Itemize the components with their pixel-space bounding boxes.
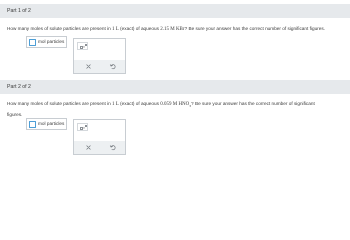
question-text: ? Be sure your answer has the correct number of significant figures. — [184, 26, 325, 31]
part-2-answer-box — [26, 118, 67, 130]
x-icon[interactable] — [85, 144, 92, 151]
volume-value: 1 L — [112, 102, 119, 107]
part-2-unit-label: mol particles — [38, 121, 65, 127]
undo-icon[interactable] — [109, 63, 116, 70]
question-text: (exact) of aqueous — [118, 26, 161, 31]
question-text-line-2: figures. — [7, 111, 23, 117]
concentration-value: 2.15 M KBr — [160, 27, 185, 32]
part-2-header — [0, 80, 350, 94]
scientific-notation-button[interactable]: × — [77, 123, 88, 131]
x-icon[interactable] — [85, 63, 92, 70]
concentration-value — [160, 102, 191, 107]
part-2-tool-panel — [73, 119, 126, 155]
question-text: ? Be sure your answer has the correct number of significant — [191, 101, 315, 106]
undo-icon[interactable] — [109, 144, 116, 151]
concentration-subscript: 3 — [189, 104, 192, 108]
part-1-unit-label: mol particles — [38, 39, 65, 45]
scientific-notation-button[interactable]: × — [77, 42, 88, 50]
part-1-answer-box — [26, 36, 67, 48]
part-1-tool-panel — [73, 38, 126, 74]
question-text: (exact) of aqueous — [118, 101, 161, 106]
part-2-title: Part 2 of 2 — [7, 84, 31, 90]
part-1-question — [7, 25, 345, 34]
volume-value: 1 L — [112, 27, 119, 32]
part-1-tool-bar — [74, 60, 125, 73]
part-1-header — [0, 4, 350, 18]
concentration-base: 0.059 M HNO — [160, 102, 190, 107]
part-1-answer-input[interactable] — [29, 39, 36, 47]
question-text: How many moles of solute particles are present in — [7, 101, 112, 106]
part-2-question — [7, 100, 345, 118]
part-1-title: Part 1 of 2 — [7, 8, 31, 14]
question-text: How many moles of solute particles are present in — [7, 26, 112, 31]
part-2-tool-bar — [74, 141, 125, 154]
part-2-answer-input[interactable] — [29, 121, 36, 129]
